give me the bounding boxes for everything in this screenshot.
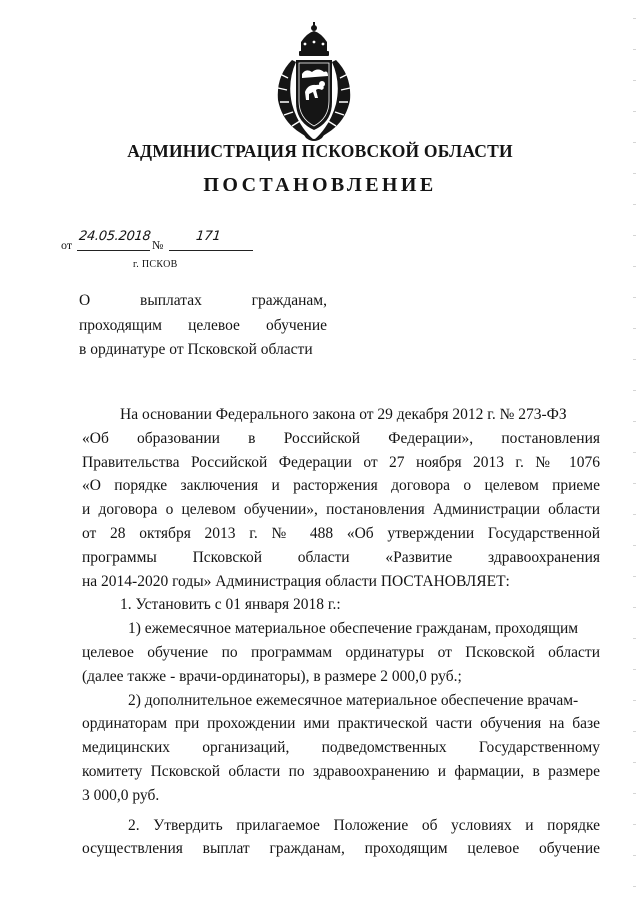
body-line: на 2014-2020 годы» Администрация области ПОСТАНОВЛЯЕТ: <box>82 572 510 590</box>
body-line: «О порядке заключения и расторжения договора о целевом приеме <box>82 477 600 495</box>
issuing-authority: АДМИНИСТРАЦИЯ ПСКОВСКОЙ ОБЛАСТИ <box>127 141 513 161</box>
body-line: 3 000,0 руб. <box>82 786 160 804</box>
document-body <box>82 403 600 861</box>
document-number: 171 <box>195 229 222 244</box>
body-line: медицинских организаций, подведомственных Государственному <box>82 739 600 757</box>
date-underline <box>77 250 150 251</box>
date-prefix: от <box>61 238 73 252</box>
document-subject <box>79 289 327 363</box>
date-number-line <box>61 229 261 254</box>
document-type: ПОСТАНОВЛЕНИЕ <box>203 174 437 196</box>
scan-edge-marks <box>633 0 636 905</box>
coat-of-arms-icon <box>272 22 356 146</box>
body-line: ординаторам при прохождении ими практической части обучения на базе <box>82 715 600 733</box>
body-line: программы Псковской области «Развитие здравоохранения <box>82 548 600 566</box>
subject-line: О выплатах гражданам, <box>79 292 327 309</box>
document-date: 24.05.2018 <box>78 229 152 244</box>
body-line: На основании Федерального закона от 29 декабря 2012 г. № 273-ФЗ <box>120 406 567 423</box>
body-line: комитету Псковской области по здравоохранению и фармации, в размере <box>82 762 600 780</box>
issuing-city: г. ПСКОВ <box>133 259 178 270</box>
number-underline <box>169 250 253 251</box>
body-line: от 28 октября 2013 г. № 488 «Об утверждении Государственной <box>82 524 600 542</box>
body-line: Правительства Российской Федерации от 27 ноября 2013 г. № 1076 <box>82 453 600 471</box>
body-line: 1) ежемесячное материальное обеспечение гражданам, проходящим <box>128 620 579 638</box>
body-line: 1. Установить с 01 января 2018 г.: <box>120 596 341 614</box>
body-line: 2) дополнительное ежемесячное материальное обеспечение врачам- <box>128 691 579 709</box>
body-line: «Об образовании в Российской Федерации», постановления <box>82 429 600 447</box>
body-line: (далее также - врачи-ординаторы), в размере 2 000,0 руб.; <box>82 667 462 685</box>
subject-line: в ординатуре от Псковской области <box>79 341 313 358</box>
body-line: и договора о целевом обучении», постановления Администрации области <box>82 501 600 519</box>
subject-line: проходящим целевое обучение <box>79 316 327 334</box>
body-line: 2. Утвердить прилагаемое Положение об условиях и порядке <box>128 816 600 834</box>
body-line: целевое обучение по программам ординатуры от Псковской области <box>82 643 600 661</box>
body-line: осуществления выплат гражданам, проходящим целевое обучение <box>82 840 600 858</box>
number-prefix: № <box>152 238 164 252</box>
